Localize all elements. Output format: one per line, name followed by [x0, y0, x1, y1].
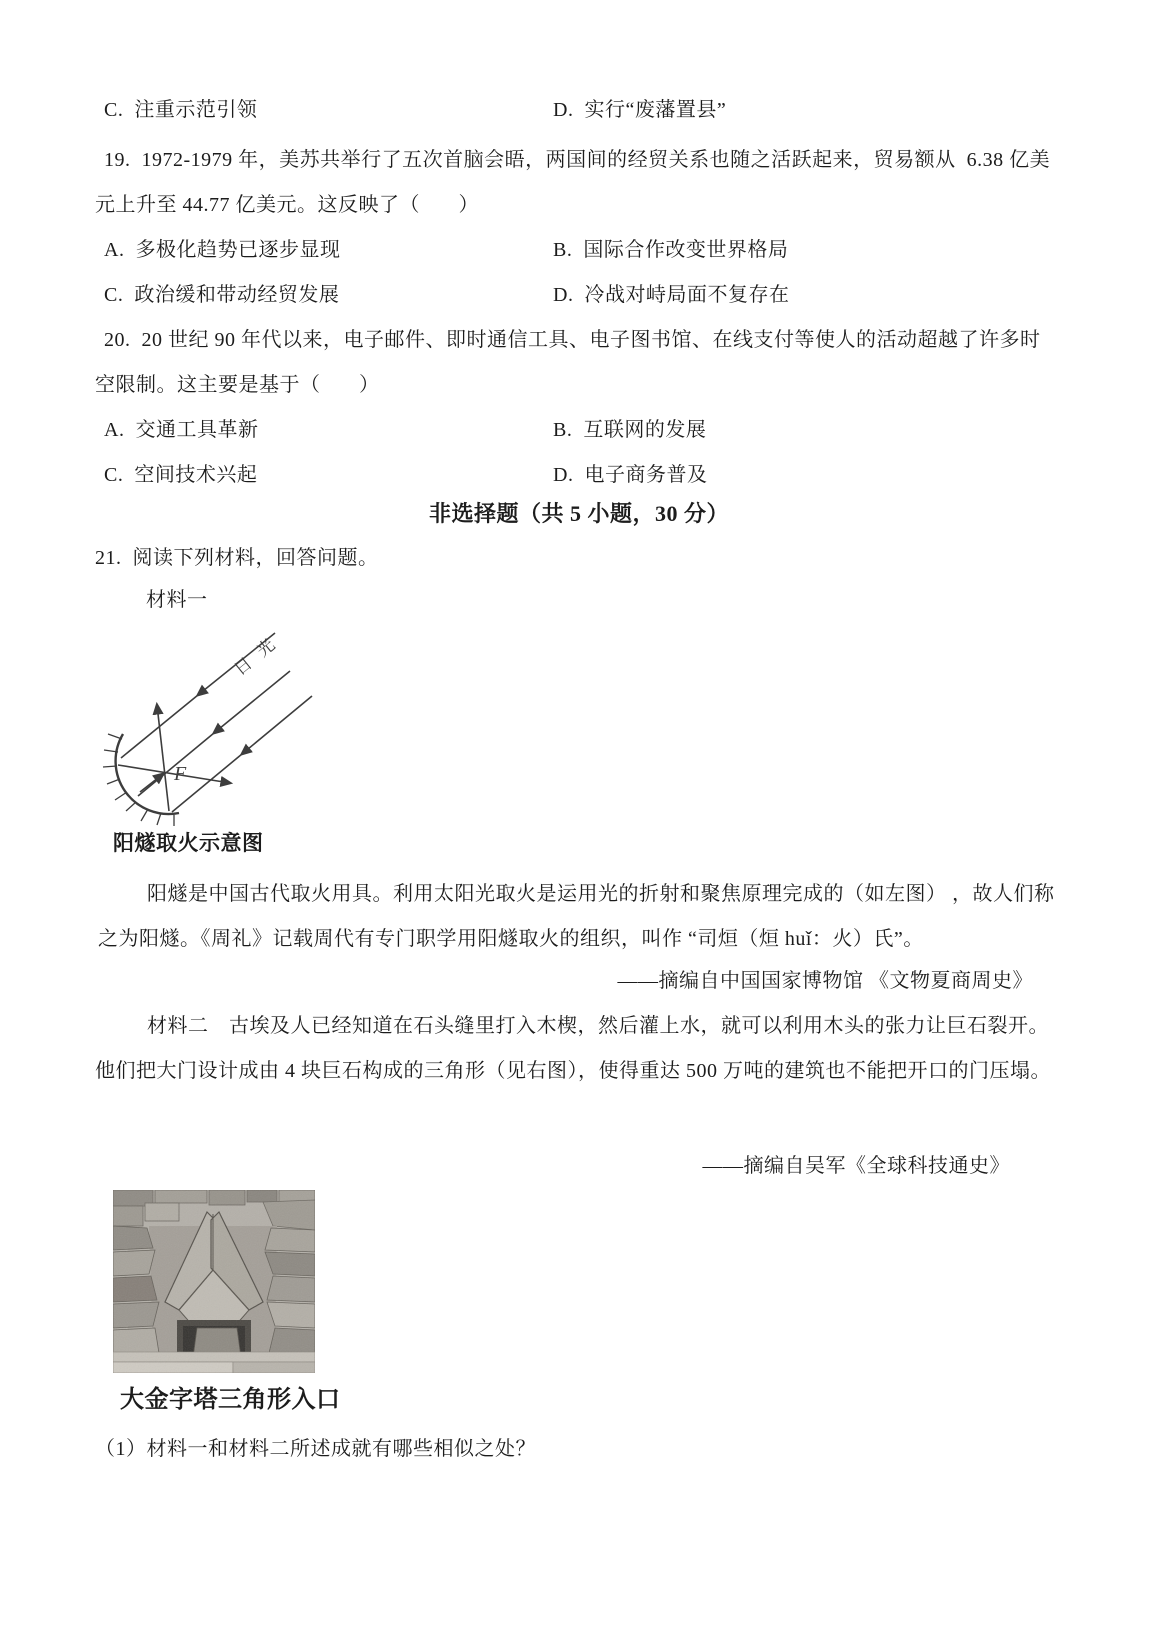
mirror-hatching: [103, 734, 174, 826]
reflected-rays: [118, 705, 230, 811]
material-1-source: ——摘编自中国国家博物馆 《文物夏商周史》: [617, 970, 1033, 992]
option-18-d: D. 实行“废藩置县”: [553, 99, 727, 121]
question-21-sub-1: （1）材料一和材料二所述成就有哪些相似之处？: [95, 1438, 536, 1460]
yangsui-fire-diagram: [90, 608, 340, 826]
question-20-stem-line-1: 20. 20 世纪 90 年代以来，电子邮件、即时通信工具、电子图书馆、在线支付等使人的活动超越了许多时: [104, 329, 1041, 351]
option-20-a: A. 交通工具革新: [104, 419, 259, 441]
material-2-source: ——摘编自吴军《全球科技通史》: [702, 1155, 1010, 1177]
option-19-b: B. 国际合作改变世界格局: [553, 239, 789, 261]
photo-caption: 大金字塔三角形入口: [120, 1387, 341, 1413]
option-20-c: C. 空间技术兴起: [104, 464, 258, 486]
material-2-text-line-2: 他们把大门设计成由 4 块巨石构成的三角形（见右图），使得重达 500 万吨的建筑也不能把开口的门压塌。: [95, 1060, 1051, 1082]
option-19-d: D. 冷战对峙局面不复存在: [553, 284, 790, 306]
option-19-c: C. 政治缓和带动经贸发展: [104, 284, 340, 306]
question-19-stem-line-2: 元上升至 44.77 亿美元。这反映了（ ）: [95, 194, 479, 216]
focus-label: F: [174, 763, 187, 785]
pyramid-entrance-photo: [113, 1190, 315, 1373]
material-1-text-line-2: 之为阳燧。《周礼》记载周代有专门职学用阳燧取火的组织，叫作 “司烜（烜 huǐ：火）氏”。: [98, 928, 924, 950]
material-2-text-line-1: 材料二 古埃及人已经知道在石头缝里打入木楔，然后灌上水，就可以利用木头的张力让巨石裂开。: [147, 1015, 1049, 1037]
option-18-c: C. 注重示范引领: [104, 99, 258, 121]
question-19-stem-line-1: 19. 1972-1979 年，美苏共举行了五次首脑会晤，两国间的经贸关系也随之活跃起来，贸易额从 6.38 亿美: [104, 149, 1051, 171]
sunlight-label: 日 光: [230, 632, 282, 680]
option-20-d: D. 电子商务普及: [553, 464, 708, 486]
material-1-label: 材料一: [146, 589, 208, 611]
material-1-text-line-1: 阳燧是中国古代取火用具。利用太阳光取火是运用光的折射和聚焦原理完成的（如左图） ，故人们称: [147, 883, 1055, 905]
section-header: 非选择题（共 5 小题，30 分）: [428, 501, 729, 526]
diagram-caption: 阳燧取火示意图: [113, 831, 264, 855]
option-19-a: A. 多极化趋势已逐步显现: [104, 239, 341, 261]
option-20-b: B. 互联网的发展: [553, 419, 707, 441]
question-21-lead: 21. 阅读下列材料，回答问题。: [95, 547, 379, 569]
question-20-stem-line-2: 空限制。这主要是基于（ ）: [95, 374, 380, 396]
